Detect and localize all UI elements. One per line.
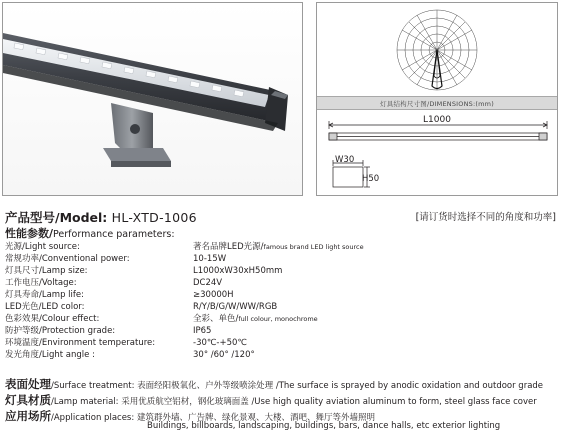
spec-value: L1000xW30xH50mm [193, 266, 283, 276]
led-wall-washer-image [3, 3, 303, 196]
spec-key: 色彩效果/Colour effect: [5, 314, 100, 324]
spec-value: -30℃-+50℃ [193, 338, 247, 348]
spec-row [5, 314, 555, 325]
places-label-en: /Application places: [51, 413, 135, 423]
spec-key: LED光色/LED color: [5, 302, 85, 312]
spec-value: DC24V [193, 278, 223, 288]
order-note: [请订货时选择不同的角度和功率] [415, 212, 556, 223]
spec-row [5, 338, 555, 349]
height-label: H50 [362, 174, 380, 184]
surface-label-en: /Surface treatment: [51, 381, 135, 391]
dimensions-panel [316, 2, 558, 196]
spec-row [5, 254, 555, 265]
spec-row [5, 242, 555, 253]
spec-row [5, 326, 555, 337]
material-label-cn: 灯具材质 [5, 393, 51, 407]
spec-row [5, 266, 555, 277]
performance-heading-cn: 性能参数/ [5, 227, 54, 240]
spec-key: 光源/Light source: [5, 242, 80, 252]
spec-key: 防护等级/Protection grade: [5, 326, 116, 336]
spec-value: ≥30000H [193, 290, 234, 300]
spec-row [5, 278, 555, 289]
model-value: HL-XTD-1006 [111, 210, 197, 225]
product-photo [2, 2, 303, 196]
surface-text: 表面经阳极氧化、户外等级喷涂处理 /The surface is sprayed by anodic oxidation and outdoor grade [137, 381, 544, 391]
material-label-en: /Lamp material: [51, 397, 119, 407]
places-text: 建筑群外墙、广告牌、绿化景观、大楼、酒吧、舞厅等外墙照明 [136, 413, 375, 423]
material-text: 采用优质航空铝材，钢化玻璃面盖 /Use high quality aviation aluminum to form, steel glass face cover [121, 397, 537, 407]
performance-heading [5, 225, 175, 241]
spec-value: 著名品牌LED光源/famous brand LED light source [193, 242, 364, 252]
light-distribution-polar-chart [382, 8, 492, 93]
spec-row [5, 350, 555, 361]
surface-label-cn: 表面处理 [5, 377, 51, 391]
dimensions-caption: 灯具结构尺寸图/DIMENSIONS:(mm) [380, 100, 494, 108]
places-text-en: Buildings, billboards, landscaping, buildings, bars, dance halls, etc exterior lighting [147, 421, 501, 431]
places-label-cn: 应用场所 [5, 409, 51, 423]
performance-heading-en: Performance parameters: [53, 229, 175, 240]
spec-value: 全彩、单色/full colour, monochrome [193, 314, 318, 324]
spec-key: 常规功率/Conventional power: [5, 254, 130, 264]
spec-key: 环境温度/Environment temperature: [5, 338, 156, 348]
model-label: 产品型号/Model: [5, 210, 108, 225]
spec-key: 工作电压/Voltage: [5, 278, 77, 288]
spec-key: 灯具尺寸/Lamp size: [5, 266, 88, 276]
spec-key: 发光角度/Light angle : [5, 350, 95, 360]
spec-row [5, 302, 555, 313]
spec-key: 灯具寿命/Lamp life: [5, 290, 84, 300]
length-label: L1000 [423, 115, 451, 125]
spec-value: R/Y/B/G/W/WW/RGB [193, 302, 278, 312]
model-line [5, 208, 197, 226]
width-label: W30 [335, 155, 355, 165]
lamp-material [5, 392, 537, 408]
spec-value: 30° /60° /120° [193, 350, 255, 360]
spec-value: 10-15W [193, 254, 227, 264]
spec-row [5, 290, 555, 301]
spec-value: IP65 [193, 326, 212, 336]
surface-treatment [5, 376, 543, 392]
